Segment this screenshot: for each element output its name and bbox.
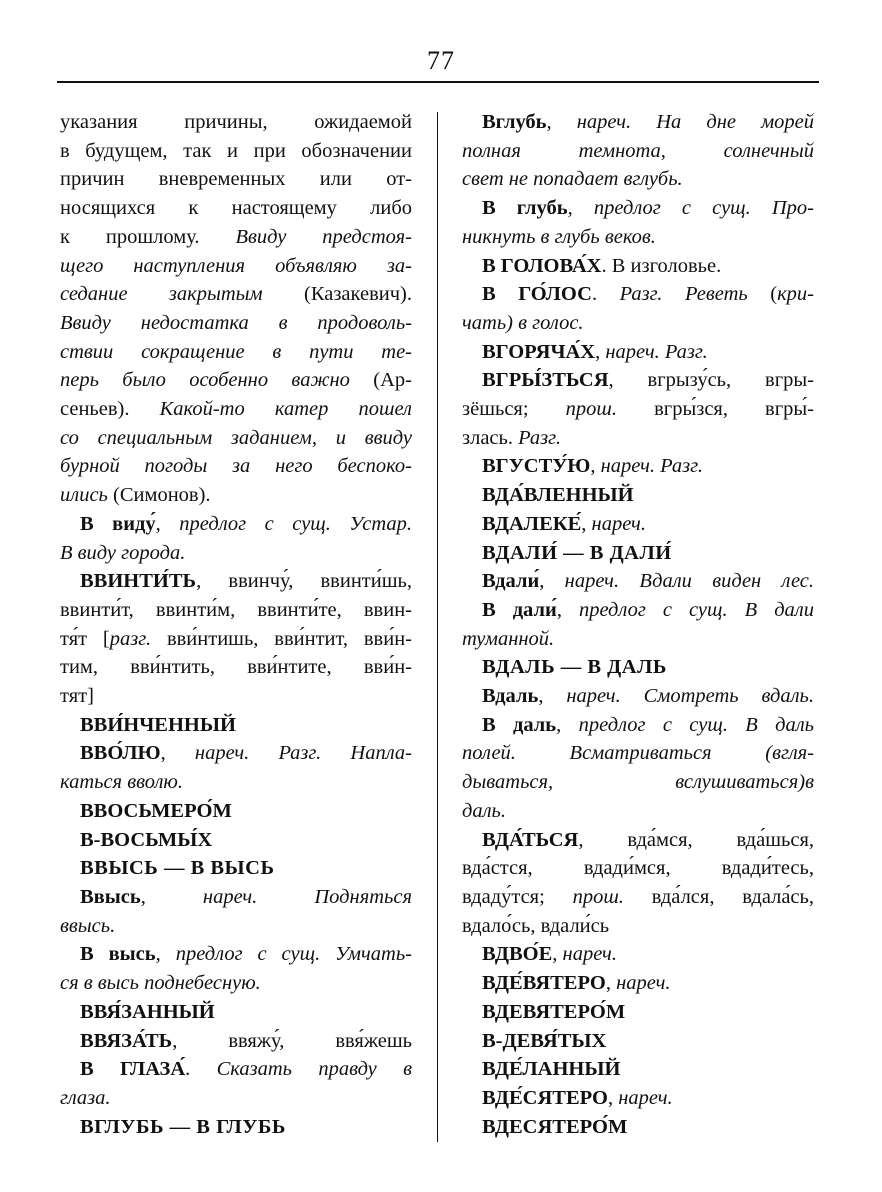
text-segment: (Ар- [373, 369, 412, 392]
text-segment: нареч. Вдали виден лес. [564, 570, 814, 593]
text-line [462, 108, 814, 137]
text-segment: , [552, 943, 563, 966]
text-line [462, 165, 814, 194]
text-line [462, 452, 814, 481]
text-segment: нареч. [591, 512, 646, 535]
headword: В-ДЕВЯ́ТЫХ [482, 1029, 607, 1052]
headword: ВВЯЗА́ТЬ [80, 1029, 173, 1052]
text-line [462, 424, 814, 453]
text-line [462, 854, 814, 883]
text-line [60, 252, 412, 281]
text-segment: со специальным заданием, и ввиду [60, 426, 412, 449]
right-column [462, 108, 814, 1141]
text-segment: полей. Всматриваться (вгля- [462, 742, 814, 765]
headword: В ГЛАЗА́ [80, 1058, 186, 1081]
headword: ВДЕ́ЛАННЫЙ [482, 1058, 621, 1081]
text-segment: Сказать правду в [216, 1058, 412, 1081]
text-segment: перь было особенно важно [60, 369, 374, 392]
headword: В дали́ [482, 598, 557, 621]
text-segment: , [140, 885, 203, 908]
text-segment: предлог с сущ. Устар. [179, 512, 412, 535]
headword: ВДЕСЯТЕРО́М [482, 1115, 628, 1138]
headword: ВВЯ́ЗАННЫЙ [80, 1000, 215, 1023]
text-line [60, 739, 412, 768]
text-segment: прош. [572, 885, 624, 908]
headword: ВГРЫ́ЗТЬСЯ [482, 369, 609, 392]
text-segment: ввинти́т, ввинти́м, ввинти́те, ввин- [60, 598, 412, 621]
text-line [60, 137, 412, 166]
column-divider [437, 112, 438, 1142]
text-line [462, 481, 814, 510]
headword: ВГУСТУ́Ю [482, 455, 591, 478]
text-line [462, 252, 814, 281]
text-line [462, 596, 814, 625]
text-segment: ( [770, 283, 778, 306]
text-line [462, 826, 814, 855]
text-line [60, 309, 412, 338]
text-segment: указания причины, ожидаемой [60, 111, 412, 133]
text-line [60, 682, 412, 711]
text-segment: , [556, 598, 579, 621]
text-line [60, 625, 412, 654]
text-line [60, 539, 412, 568]
text-segment: даль. [462, 799, 507, 822]
text-line [462, 998, 814, 1027]
text-segment: , [538, 685, 567, 708]
headword: ВВОСЬМЕРО́М [80, 799, 232, 822]
text-line [60, 596, 412, 625]
text-line [60, 194, 412, 223]
headword: Ввысь [80, 885, 141, 908]
text-line [60, 481, 412, 510]
headword: ВДАЛЕКЕ́ [482, 512, 582, 535]
text-line [462, 711, 814, 740]
text-line [462, 1084, 814, 1113]
text-segment: нареч. [618, 1086, 673, 1109]
text-segment: вгры́зся, вгры́- [617, 398, 814, 421]
headword: В виду́ [80, 512, 156, 535]
text-segment: нареч. Подняться [202, 885, 412, 908]
text-segment: полная темнота, солнечный [462, 139, 814, 162]
headword: ВВИ́НЧЕННЫЙ [80, 713, 236, 736]
text-segment: , [539, 570, 565, 593]
headword: В глубь [482, 197, 568, 220]
text-line [60, 452, 412, 481]
text-line [462, 1027, 814, 1056]
headword: ВВИНТИ́ТЬ [80, 570, 197, 593]
text-line [462, 395, 814, 424]
text-segment: сеньев). [60, 398, 160, 421]
text-line [462, 223, 814, 252]
text-segment: злась. [462, 426, 519, 449]
text-segment: . В изголовье. [601, 254, 722, 277]
text-segment: предлог с сущ. Умчать- [175, 943, 412, 966]
text-line [462, 1113, 814, 1142]
headword: В даль [482, 713, 557, 736]
text-segment: , [595, 340, 606, 363]
text-line [60, 366, 412, 395]
text-segment: , [590, 455, 601, 478]
headword: Вдали́ [482, 570, 540, 593]
text-segment: (Казакевич). [304, 283, 412, 306]
text-segment: тят] [60, 685, 94, 708]
text-segment: чать) в голос. [462, 311, 584, 334]
text-segment: Разг. Реветь [619, 283, 771, 306]
text-segment: предлог с сущ. В даль [578, 713, 815, 736]
text-segment: носящихся к настоящему либо [60, 197, 412, 220]
headword: ВДВО́Е [482, 943, 553, 966]
text-line [60, 969, 412, 998]
text-line [462, 366, 814, 395]
text-line [462, 338, 814, 367]
text-segment: прош. [565, 398, 618, 421]
text-segment: ствии сокращение в пути те- [60, 340, 412, 363]
text-line [462, 883, 814, 912]
text-segment: ились [60, 484, 113, 507]
text-segment: , [605, 972, 617, 995]
text-line [60, 1055, 412, 1084]
text-segment: вда́стся, вдади́мся, вдади́тесь, [462, 857, 814, 880]
text-line [60, 883, 412, 912]
headword: ВДАЛЬ — В ДАЛЬ [482, 656, 667, 679]
text-line [60, 1084, 412, 1113]
headword: ВДЕ́ВЯТЕРО [482, 972, 606, 995]
text-segment: , [155, 943, 176, 966]
text-segment: тя́т [ [60, 627, 110, 650]
text-segment: вви́нтишь, вви́нтит, вви́н- [151, 627, 413, 650]
text-segment: причин вневременных или от- [60, 168, 412, 191]
text-line [462, 653, 814, 682]
text-line [60, 108, 412, 137]
text-segment: глаза. [60, 1086, 111, 1109]
text-segment: . [591, 283, 620, 306]
text-segment: нареч. Разг. [605, 340, 708, 363]
text-segment: , ввинчу́, ввинти́шь, [196, 570, 412, 593]
text-line [60, 338, 412, 367]
text-segment: зёшься; [462, 398, 566, 421]
text-segment: Разг. [518, 426, 561, 449]
text-line [462, 539, 814, 568]
headword: В ГО́ЛОС [482, 283, 592, 306]
text-segment: Какой-то катер пошел [159, 398, 412, 421]
headword: ВДЕВЯТЕРО́М [482, 1000, 626, 1023]
text-segment: Ввиду недостатка в продоволь- [60, 311, 412, 334]
text-segment: В виду города. [60, 541, 186, 564]
text-segment: каться вволю. [60, 771, 183, 794]
text-line [60, 711, 412, 740]
text-line [462, 625, 814, 654]
text-line [462, 510, 814, 539]
text-segment: нареч. Смотреть вдаль. [566, 685, 814, 708]
text-line [60, 280, 412, 309]
headword: Вглубь [482, 111, 547, 133]
text-segment: нареч. [616, 972, 671, 995]
text-line [462, 912, 814, 941]
text-line [462, 969, 814, 998]
text-segment: вда́лся, вдала́сь, [623, 885, 814, 908]
text-line [462, 567, 814, 596]
text-line [60, 567, 412, 596]
text-line [462, 137, 814, 166]
text-segment: бурной погоды за него беспоко- [60, 455, 412, 478]
text-line [462, 280, 814, 309]
text-segment: в будущем, так и при обозначении [60, 139, 412, 162]
text-segment: , [556, 713, 579, 736]
text-segment: щего наступления объявляю за- [60, 254, 412, 277]
headword: ВГЛУБЬ — В ГЛУБЬ [80, 1115, 286, 1138]
text-line [60, 165, 412, 194]
text-line [462, 940, 814, 969]
text-segment: вдаду́тся; [462, 885, 573, 908]
text-line [60, 940, 412, 969]
headword: ВДЕ́СЯТЕРО [482, 1086, 608, 1109]
text-segment: седание закрытым [60, 283, 304, 306]
text-segment: свет не попадает вглубь. [462, 168, 683, 191]
text-segment: , ввяжу́, ввя́жешь [172, 1029, 412, 1052]
text-line [60, 1027, 412, 1056]
text-line [60, 510, 412, 539]
page-number: 77 [427, 46, 455, 75]
headword: ВГОРЯЧА́Х [482, 340, 596, 363]
text-line [462, 1055, 814, 1084]
header-rule [57, 81, 819, 83]
text-line [60, 424, 412, 453]
text-segment: нареч. [562, 943, 617, 966]
text-segment: к прошлому. [60, 225, 236, 248]
text-line [60, 854, 412, 883]
text-segment: никнуть в глубь веков. [462, 225, 656, 248]
text-line [60, 223, 412, 252]
text-segment: , [607, 1086, 619, 1109]
text-line [60, 768, 412, 797]
text-line [60, 912, 412, 941]
text-segment: тим, вви́нтить, вви́нтите, вви́н- [60, 656, 412, 679]
headword: ВДА́ТЬСЯ [482, 828, 579, 851]
text-segment: . [185, 1058, 217, 1081]
text-segment: нареч. Разг. Напла- [194, 742, 412, 765]
headword: В высь [80, 943, 156, 966]
text-line [462, 682, 814, 711]
text-segment: (Симонов). [113, 484, 211, 507]
text-line [60, 395, 412, 424]
text-segment: вдало́сь, вдали́сь [462, 914, 610, 937]
headword: Вдаль [482, 685, 539, 708]
text-segment: , [546, 111, 577, 133]
text-segment: , вда́мся, вда́шься, [578, 828, 814, 851]
text-line [462, 768, 814, 797]
text-segment: Ввиду предстоя- [235, 225, 412, 248]
text-segment: нареч. Разг. [600, 455, 703, 478]
text-line [462, 309, 814, 338]
text-segment: разг. [109, 627, 152, 650]
text-line [462, 739, 814, 768]
text-line [462, 194, 814, 223]
text-line [462, 797, 814, 826]
headword: ВВЫСЬ — В ВЫСЬ [80, 857, 275, 880]
headword: ВДА́ВЛЕННЫЙ [482, 484, 634, 507]
text-segment: предлог с сущ. В дали [578, 598, 814, 621]
text-line [60, 653, 412, 682]
text-segment: ся в высь поднебесную. [60, 972, 261, 995]
text-line [60, 1113, 412, 1142]
text-segment: нареч. На дне морей [576, 111, 815, 133]
left-column [60, 108, 412, 1141]
text-segment: ввысь. [60, 914, 116, 937]
headword: ВВО́ЛЮ [80, 742, 161, 765]
text-segment: , [155, 512, 180, 535]
text-segment: , [567, 197, 594, 220]
text-segment: , вгрызу́сь, вгры- [608, 369, 814, 392]
text-segment: дываться, вслушиваться)в [462, 771, 814, 794]
headword: В ГОЛОВА́Х [482, 254, 602, 277]
text-segment: , [581, 512, 592, 535]
text-line [60, 797, 412, 826]
text-line [60, 826, 412, 855]
text-segment: предлог с сущ. Про- [593, 197, 815, 220]
text-segment: кри- [777, 283, 814, 306]
headword: ВДАЛИ́ — В ДАЛИ́ [482, 541, 672, 564]
text-line [60, 998, 412, 1027]
headword: В-ВОСЬМЫ́Х [80, 828, 213, 851]
text-segment: , [160, 742, 195, 765]
text-segment: туманной. [462, 627, 555, 650]
